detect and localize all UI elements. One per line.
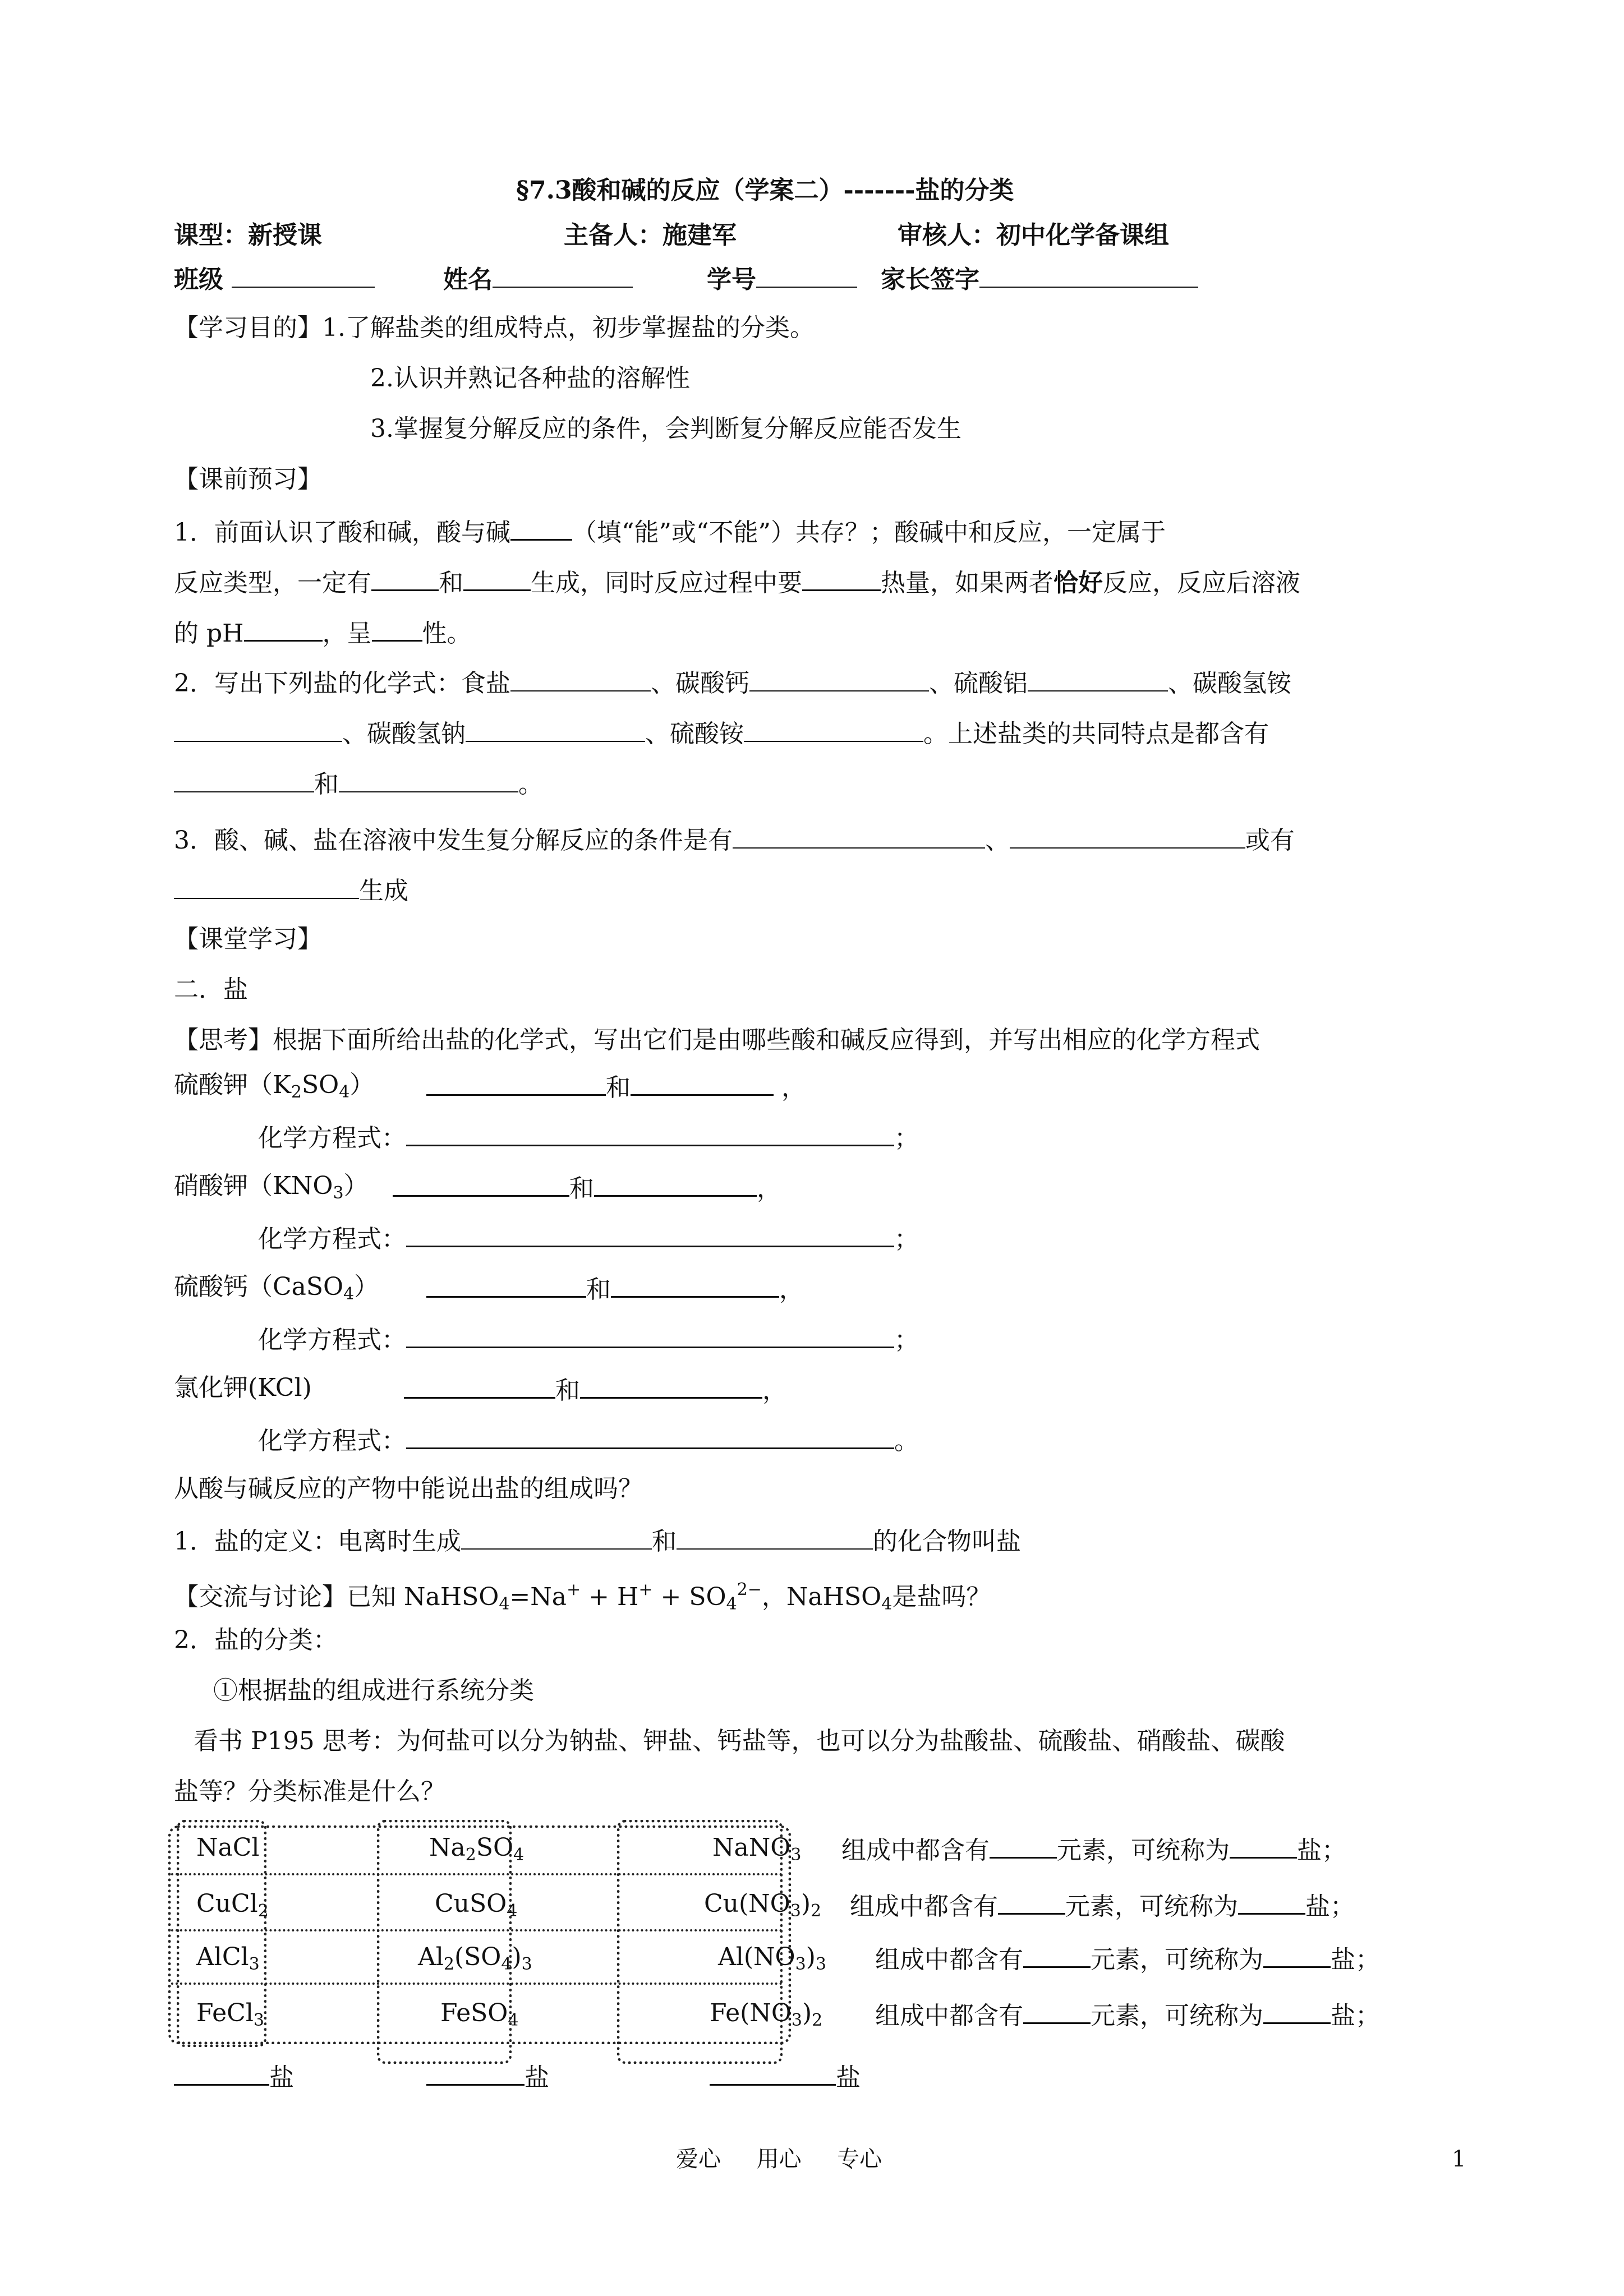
salt-fecl3: FeCl$_3$ — [196, 1999, 264, 2030]
salt-row-caso4: 硫酸钙（CaSO$_4$） — [174, 1273, 379, 1304]
salt-blanks-caso4: 和 ， — [426, 1270, 804, 1307]
preview-heading: 【课前预习】 — [174, 465, 322, 494]
footer-mottos: 爱心 用心 专心 — [676, 2146, 882, 2172]
think-prompt: 【思考】根据下面所给出盐的化学式，写出它们是由哪些酸和碱反应得到，并写出相应的化学方程式 — [174, 1026, 1260, 1054]
salt-cuso4: CuSO$_4$ — [435, 1889, 518, 1921]
preview-q1-line1: 1．前面认识了酸和碱，酸与碱 （填“能”或“不能”）共存？；酸碱中和反应，一定属于 — [174, 513, 1166, 550]
goal-3: 3.掌握复分解反应的条件，会判断复分解反应能否发生 — [370, 414, 961, 443]
book-question-2: 盐等？分类标准是什么？ — [174, 1777, 445, 1806]
bottom-blank-1: 盐 — [174, 2058, 294, 2095]
name-field: 姓名 — [443, 261, 633, 297]
preparer: 主备人：施建军 — [564, 221, 737, 250]
equation-kno3: 化学方程式： ； — [258, 1220, 919, 1256]
student-number-field: 学号 — [707, 261, 857, 297]
composition-question: 从酸与碱反应的产物中能说出盐的组成吗？ — [174, 1474, 643, 1503]
row-text-3: 组成中都含有 元素，可统称为 盐； — [875, 1940, 1380, 1977]
book-question-1: 看书 P195 思考：为何盐可以分为钠盐、钾盐、钙盐等，也可以分为盐酸盐、硫酸盐、硝酸盐、碳酸 — [194, 1727, 1285, 1755]
salt-feso4: FeSO$_4$ — [440, 1999, 519, 2030]
preview-q3-line2: 生成 — [174, 872, 408, 908]
salt-blanks-k2so4: 和 ， — [426, 1068, 806, 1105]
salt-row-kno3: 硝酸钾$(KNO_3)$ — [174, 1172, 369, 1203]
preview-q1-line3: 的 pH ，呈 性。 — [174, 614, 472, 651]
reviewer: 审核人：初中化学备课组 — [898, 221, 1169, 250]
goal-2: 2.认识并熟记各种盐的溶解性 — [370, 364, 690, 393]
preview-q2-line1: 2．写出下列盐的化学式：食盐 、碳酸钙 、硫酸铝 、碳酸氢铵 — [174, 665, 1291, 700]
salt-nacl: NaCl — [196, 1833, 260, 1862]
salt-definition: 1．盐的定义：电离时生成 和 的化合物叫盐 — [174, 1523, 1021, 1559]
salt-na2so4: $Na_2SO_4$ — [429, 1833, 525, 1865]
salt-cuno32: $Cu(NO_3)_2$ — [704, 1889, 822, 1921]
preview-q1-line2: 反应类型，一定有 和 生成，同时反应过程中要 热量，如果两者恰好反应，反应后溶液 — [174, 564, 1300, 600]
bottom-blank-3: 盐 — [710, 2058, 861, 2095]
row-divider-1 — [171, 1873, 783, 1875]
row-text-1: 组成中都含有 元素，可统称为 盐； — [841, 1831, 1346, 1868]
row-divider-3 — [171, 1983, 783, 1985]
salt-feno32: $Fe(NO_3)_2$ — [710, 1999, 823, 2030]
equation-k2so4: 化学方程式： ； — [258, 1119, 919, 1155]
parent-signature-field: 家长签字 — [881, 261, 1198, 297]
section-salt: 二．盐 — [174, 975, 248, 1004]
salt-row-kcl: 氯化钾(KCl) — [174, 1373, 312, 1402]
salt-blanks-kno3: 和 ， — [393, 1169, 781, 1206]
salt-row-k2so4: 硫酸钾$(K_2SO_4)$ — [174, 1071, 375, 1102]
row-text-4: 组成中都含有 元素，可统称为 盐； — [875, 1997, 1380, 2033]
row-text-2: 组成中都含有 元素，可统称为 盐； — [850, 1887, 1355, 1924]
discussion: 【交流与讨论】已知 NaHSO$_4$=Na+ + $H^+ + SO_4^{2-}$，NaHSO$_4$是盐吗？ — [174, 1580, 991, 1614]
salt-alcl3: AlCl$_3$ — [196, 1943, 260, 1974]
page-title: §7.3酸和碱的反应（学案二）-------盐的分类 — [516, 176, 1014, 205]
classification-heading: 2．盐的分类： — [174, 1626, 338, 1654]
salt-alno33: $Al(NO_3)_3$ — [718, 1943, 826, 1974]
salt-al2so43: $Al_2(SO_4)_3$ — [418, 1943, 532, 1974]
row-divider-2 — [171, 1929, 783, 1931]
salt-cucl2: CuCl$_2$ — [196, 1889, 269, 1921]
salt-blanks-kcl: 和 ， — [404, 1371, 787, 1408]
salt-nano3: NaNO$_3$ — [712, 1833, 802, 1865]
page-number: 1 — [1452, 2146, 1466, 2172]
preview-q2-line3: 和 。 — [174, 766, 543, 801]
equation-kcl: 化学方程式： 。 — [258, 1422, 919, 1458]
equation-caso4: 化学方程式： ； — [258, 1321, 919, 1357]
goal-1: 【学习目的】1.了解盐类的组成特点，初步掌握盐的分类。 — [174, 313, 815, 342]
preview-q2-line2: 、碳酸氢钠 、硫酸铵 。上述盐类的共同特点是都含有 — [174, 715, 1269, 751]
classroom-heading: 【课堂学习】 — [174, 925, 322, 953]
preview-q3-line1: 3．酸、碱、盐在溶液中发生复分解反应的条件是有 、 或有 — [174, 822, 1295, 857]
course-type: 课型：新授课 — [174, 221, 322, 250]
classification-sub: ①根据盐的组成进行系统分类 — [213, 1676, 534, 1705]
class-field: 班级 — [174, 261, 375, 297]
bottom-blank-2: 盐 — [426, 2058, 549, 2095]
